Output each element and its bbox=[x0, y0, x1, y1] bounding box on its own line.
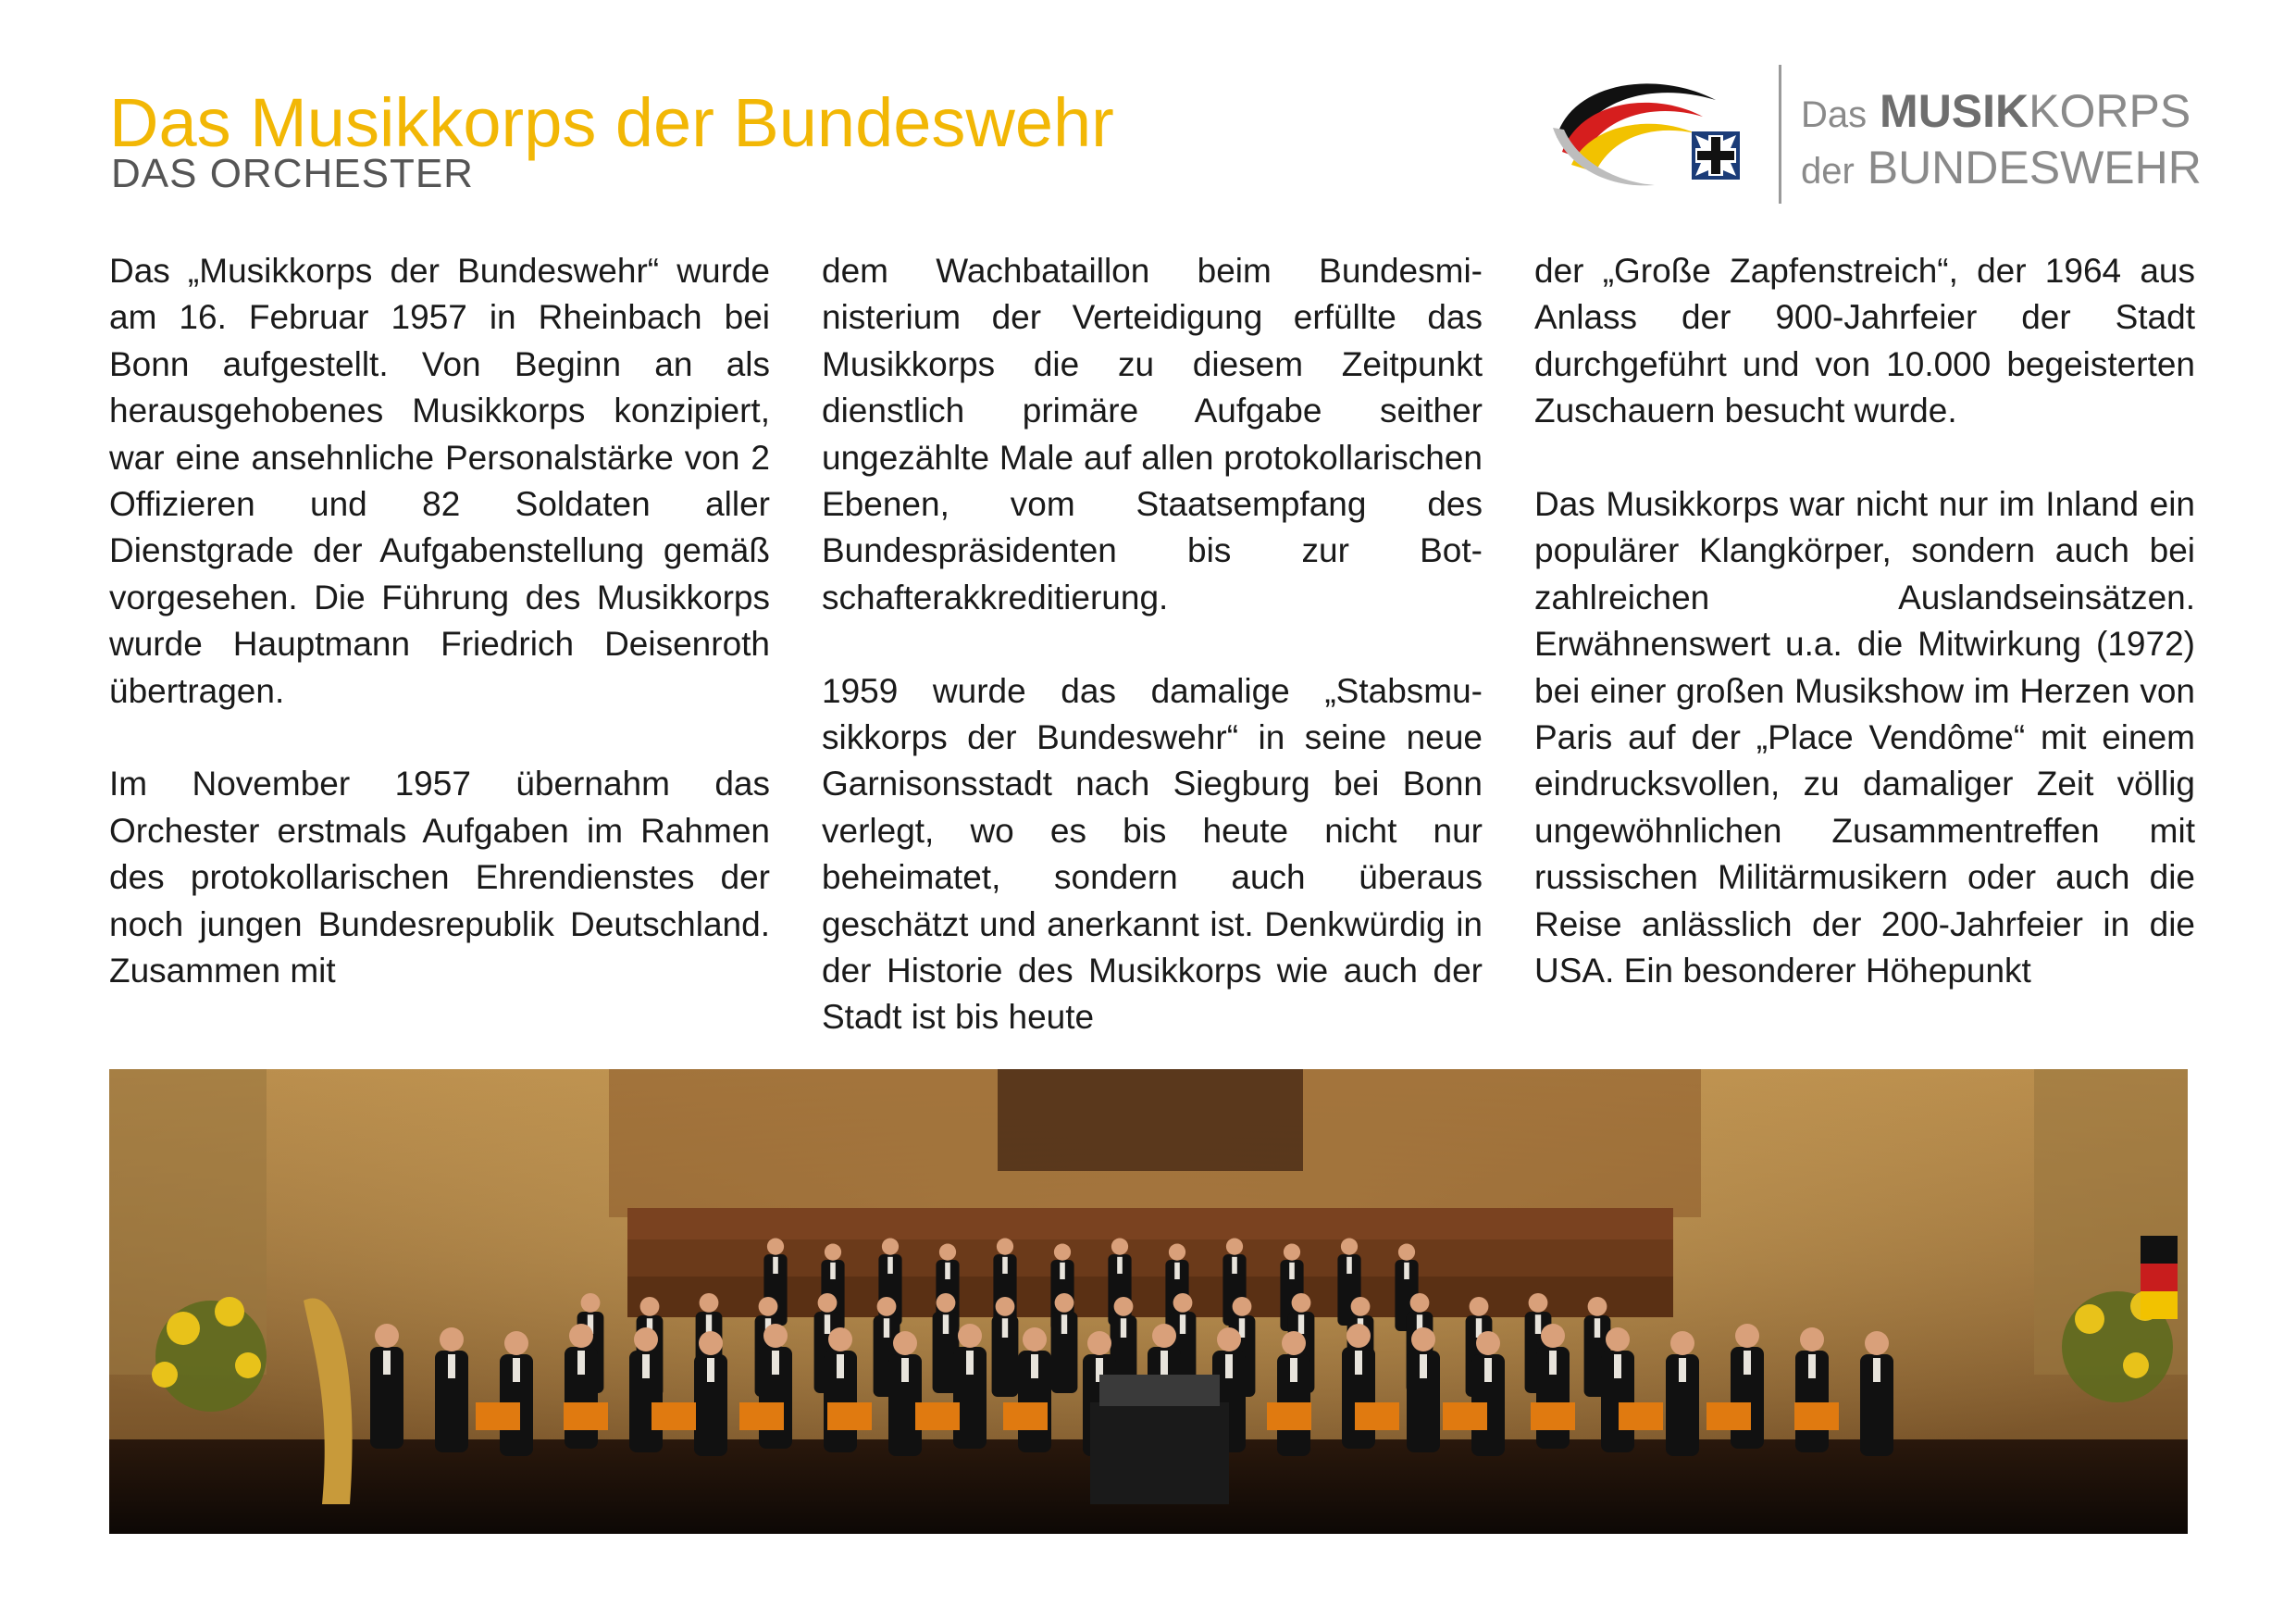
music-stand bbox=[1355, 1402, 1399, 1430]
bundeswehr-iron-cross-swoosh-icon bbox=[1544, 63, 1766, 202]
paragraph: 1959 wurde das damalige „Stabsmusikkorps der Bundeswehr“ in seine neue Garnisonsstadt nach Siegburg bei Bonn verlegt, wo es bis heute nicht nur beheimatet, sondern auch überaus geschätzt und anerkannt ist. Denkwürdig in der Historie des Musikkorps wie auch der Stadt ist bis heute bbox=[822, 671, 1483, 1037]
text-column-2 bbox=[822, 248, 1483, 1041]
paragraph: Im November 1957 übernahm das Orchester erstmals Aufgaben im Rahmen des protokollarischen Ehrendienstes der noch jungen Bundesrepublik Deutschland. Zusammen mit bbox=[109, 765, 770, 990]
music-stand bbox=[1706, 1402, 1751, 1430]
logo-word-der: der bbox=[1801, 151, 1855, 192]
logo-word-musik: MUSIK bbox=[1880, 85, 2029, 137]
logo-divider bbox=[1779, 65, 1781, 204]
music-stand bbox=[1443, 1402, 1487, 1430]
music-stand bbox=[915, 1402, 960, 1430]
logo-word-bundeswehr: BUNDESWEHR bbox=[1867, 142, 2202, 193]
music-stand bbox=[739, 1402, 784, 1430]
music-stand bbox=[1531, 1402, 1575, 1430]
paragraph: dem Wachbataillon beim Bundesministerium der Verteidigung erfüllte das Musikkorps die zu diesem Zeitpunkt dienstlich primäre Aufgabe seither ungezählte Male auf allen protokollarischen Ebenen, vom Staatsempfang des Bundespräsidenten bis zur Botschafterakkreditierung. bbox=[822, 252, 1483, 616]
paragraph: Das „Musikkorps der Bundeswehr“ wurde am 16. Februar 1957 in Rheinbach bei Bonn aufgestellt. Von Beginn an als herausgehobenes Musikkorps konzipiert, war eine ansehnliche Personalstärke von 2 Offizieren und 82 Soldaten aller Dienstgrade der Aufgabenstellung gemäß vorgesehen. Die Führung des Musikkorps wurde Hauptmann Friedrich Deisenroth übertragen. bbox=[109, 252, 770, 710]
musikkorps-logo bbox=[1544, 63, 2202, 202]
music-stand bbox=[476, 1402, 520, 1430]
music-stand bbox=[564, 1402, 608, 1430]
page-subtitle: DAS ORCHESTER bbox=[111, 151, 474, 196]
music-stand bbox=[1267, 1402, 1311, 1430]
logo-word-korps: KORPS bbox=[2029, 85, 2191, 137]
music-stand bbox=[827, 1402, 872, 1430]
page-title: Das Musikkorps der Bundeswehr bbox=[109, 84, 1114, 161]
stage-tier bbox=[627, 1208, 1673, 1239]
paragraph: Das Musikkorps war nicht nur im Inland ein populärer Klangkörper, sondern auch bei zahlreichen Auslandseinsätzen. Erwähnenswert u.a. die Mitwirkung (1972) bei einer großen Musikshow im Herzen von Paris auf der „Place Vendôme“ mit einem eindrucksvollen, zu damaliger Zeit völlig ungewöhnlichen Zusammentreffen mit russischen Militärmusikern oder auch die Reise anlässlich der 200-Jahrfeier in die USA. Ein besonderer Höhepunkt bbox=[1534, 485, 2195, 990]
text-column-1 bbox=[109, 248, 770, 994]
music-stand bbox=[1794, 1402, 1839, 1430]
text-column-3 bbox=[1534, 248, 2195, 994]
logo-word-das: Das bbox=[1801, 94, 1868, 135]
orchestra-photo bbox=[109, 1069, 2188, 1534]
conductor-podium bbox=[1090, 1375, 1229, 1504]
music-stand bbox=[652, 1402, 696, 1430]
music-stand bbox=[1619, 1402, 1663, 1430]
flags bbox=[2141, 1236, 2178, 1319]
paragraph: der „Große Zapfenstreich“, der 1964 aus Anlass der 900-Jahrfeier der Stadt durchgeführt und von 10.000 begeisterten Zuschauern besucht wurde. bbox=[1534, 252, 2195, 430]
logo-wordmark bbox=[1801, 85, 2202, 198]
music-stand bbox=[1003, 1402, 1048, 1430]
